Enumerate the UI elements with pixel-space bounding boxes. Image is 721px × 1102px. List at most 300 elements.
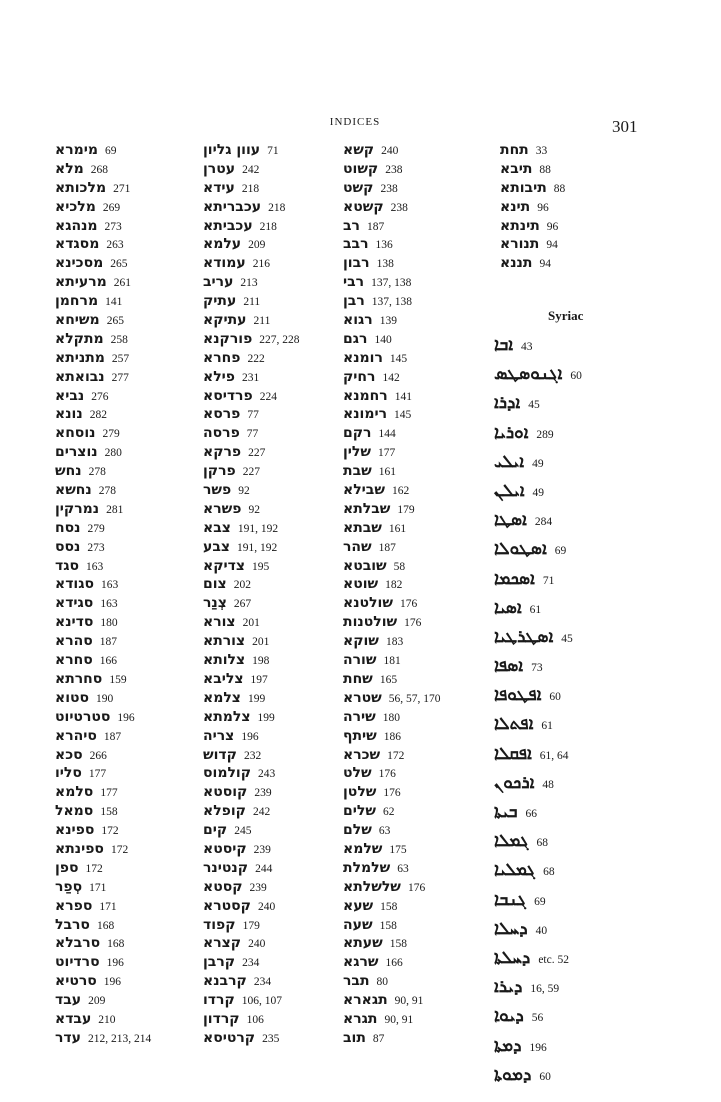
index-term: נבואתא [55,368,105,385]
page-reference: 201 [242,617,260,630]
page-reference: 187 [366,220,385,233]
page-reference: 142 [382,371,400,384]
index-entry [203,518,300,537]
index-term: ܐܓܢܘܣܛܣ [494,364,563,385]
index-term: קנטינר [203,859,249,876]
page-reference: 245 [234,825,252,838]
index-term: שעה [343,916,373,933]
page-reference: 60 [570,370,582,383]
index-entry [203,593,300,612]
index-entry [343,820,441,839]
index-term: מרחמן [55,293,99,310]
index-term: ספינתא [55,840,104,857]
page-reference: 180 [100,617,118,630]
index-term: פרסא [203,406,241,423]
index-term: ܐܣܟܡܐ [494,568,535,589]
page-reference: 196 [529,1041,547,1054]
index-entry [55,329,151,348]
index-entry [203,877,300,896]
index-term: קולמוס [203,765,252,782]
index-term: צורתא [203,633,246,650]
page-reference: 197 [250,673,268,686]
index-entry [494,709,582,738]
index-entry [343,499,441,518]
index-term: נסח [55,519,81,536]
index-entry [203,234,300,253]
index-entry [55,556,151,575]
index-column-2 [203,140,300,1047]
page-reference: 190 [96,692,114,705]
index-term: ܐܝܠܝ [494,451,525,472]
index-term: רגם [343,330,368,347]
index-entry [55,480,151,499]
page-reference: 209 [88,995,106,1008]
index-entry [343,839,441,858]
index-entry [55,216,151,235]
index-term: עכביתא [203,217,253,234]
page-reference: 106, 107 [241,995,283,1008]
index-entry [55,971,151,990]
index-entry [203,612,300,631]
page-reference: etc. 52 [538,953,569,966]
page-reference: 191, 192 [237,541,278,554]
index-entry [343,386,441,405]
page-reference: 163 [100,598,118,611]
page-reference: 137, 138 [371,277,412,290]
index-term: שלטן [343,784,377,801]
page-reference: 90, 91 [384,1013,414,1026]
index-entry [343,234,441,253]
index-term: פרקא [203,444,242,461]
index-entry [203,461,300,480]
page-reference: 179 [242,919,260,932]
index-term: ܓܢܒܐ [494,889,527,910]
index-term: צבע [203,538,231,555]
index-entry [203,310,300,329]
index-entry [343,140,441,159]
index-term: קרדון [203,1010,240,1027]
index-column-1 [55,140,151,1047]
page-reference: 227, 228 [259,333,300,346]
index-entry [55,707,151,726]
index-entry [343,216,441,235]
index-term: סגד [55,557,80,574]
index-term: שוטא [343,576,379,593]
index-term: רקם [343,425,372,442]
index-entry [494,855,582,884]
index-term: רבי [343,274,365,291]
index-entry [203,707,300,726]
page-reference: 140 [374,333,392,346]
page-reference: 88 [539,163,551,176]
index-entry [55,782,151,801]
index-term: שירה [343,708,376,725]
index-entry [494,943,582,972]
page-reference: 176 [399,598,418,611]
index-entry [343,896,441,915]
index-entry [494,564,582,593]
index-entry [494,534,582,563]
page-reference: 45 [528,399,540,412]
index-entry [343,404,441,423]
index-term: פילא [203,368,235,385]
index-entry [343,367,441,386]
page-reference: 257 [111,352,130,365]
page-reference: 60 [549,691,561,704]
index-entry [55,518,151,537]
page-reference: 196 [103,976,122,989]
page-reference: 172 [387,749,405,762]
index-term: רומנא [343,349,383,366]
index-term: שבילא [343,482,385,499]
index-entry [203,669,300,688]
index-entry [55,442,151,461]
index-term: מתניתא [55,349,105,366]
index-entry [203,858,300,877]
index-entry [343,801,441,820]
index-entry [55,537,151,556]
index-term: קסטא [203,878,243,895]
page-reference: 218 [259,220,277,233]
page-reference: 90, 91 [394,995,424,1008]
index-term: צלמא [203,689,241,706]
index-term: ܕܚܠܬܐ [494,947,531,968]
page-header-title: INDICES [329,116,381,128]
page-reference: 243 [258,768,276,781]
index-entry [55,348,151,367]
page-reference: 141 [105,296,123,309]
page-reference: 240 [248,938,266,951]
index-term: תחת [500,142,529,158]
page-reference: 87 [372,1032,385,1045]
page-reference: 166 [385,957,403,970]
index-entry [55,820,151,839]
index-term: צלמתא [203,708,251,725]
page-reference: 261 [113,277,132,290]
index-term: קוסטא [203,784,248,801]
index-term: רב [343,217,360,234]
page-reference: 239 [253,843,271,856]
index-entry [203,574,300,593]
syriac-section-title: Syriac [548,308,584,323]
index-entry [494,330,582,359]
page-reference: 199 [257,711,275,724]
page-reference: 224 [259,390,277,403]
index-term: ܒܝܬܐ [494,802,518,822]
page-reference: 92 [238,485,250,498]
page-reference: 279 [102,428,120,441]
page-reference: 227 [242,466,261,479]
index-term: מרעיתא [55,274,107,291]
page-reference: 69 [534,895,546,908]
page-reference: 159 [109,673,127,686]
index-entry [203,763,300,782]
index-entry [203,537,300,556]
page-reference: 163 [86,560,104,573]
index-entry [343,707,441,726]
index-entry [343,556,441,575]
page-reference: 234 [253,976,272,989]
index-term: ܐܣܛܘܠܐ [494,539,547,560]
index-entry [55,310,151,329]
index-entry [203,253,300,272]
page-reference: 168 [96,919,115,932]
index-entry [55,1009,151,1028]
index-term: צליבא [203,670,244,687]
page-reference: 145 [394,409,412,422]
page-reference: 56, 57, 170 [388,692,441,705]
index-entry [55,461,151,480]
page-reference: 196 [106,957,124,970]
page-reference: 242 [252,806,271,819]
page-reference: 263 [106,239,124,252]
index-term: תבר [343,973,370,990]
index-term: פרקן [203,463,236,480]
page-reference: 61, 64 [539,749,569,762]
index-term: שלמלת [343,859,391,876]
index-term: שולטנא [343,595,393,612]
index-entry [494,914,582,943]
index-entry [500,216,565,235]
index-entry [55,952,151,971]
index-entry [203,801,300,820]
index-entry [203,348,300,367]
index-entry [203,933,300,952]
page-reference: 171 [89,881,107,894]
index-entry [203,782,300,801]
index-term: סהרא [55,633,93,650]
index-term: שלין [343,444,372,461]
index-term: סרבלא [55,935,101,952]
index-entry [343,461,441,480]
index-term: קפוד [203,916,236,933]
index-entry [55,386,151,405]
index-entry [203,367,300,386]
page-reference: 136 [375,239,393,252]
index-term: שבת [343,463,372,480]
index-entry [55,159,151,178]
index-entry [343,631,441,650]
index-entry [343,1009,441,1028]
index-entry [343,329,441,348]
page-reference: 171 [99,900,117,913]
page-reference: 202 [233,579,251,592]
index-entry [494,388,582,417]
page-reference: 242 [242,163,260,176]
page-reference: 266 [89,749,107,762]
index-term: ܓܡܠܝܐ [494,860,536,881]
index-term: תוב [343,1029,366,1046]
page-reference: 68 [536,837,549,850]
page-reference: 191, 192 [237,522,279,535]
index-term: נחשא [55,482,92,499]
index-entry [203,480,300,499]
index-entry [203,423,300,442]
index-entry [343,253,441,272]
page-reference: 176 [383,787,401,800]
page-reference: 69 [105,145,117,157]
index-entry [343,593,441,612]
index-entry [55,990,151,1009]
page-reference: 77 [246,428,259,441]
index-term: קרטיסא [203,1029,256,1046]
index-term: רבון [343,255,370,272]
index-term: עטרן [203,160,236,177]
page-reference: 61 [541,720,553,733]
index-term: ܐܦܬܠܐ [494,714,534,735]
index-term: קצרא [203,935,242,952]
page-reference: 284 [534,516,553,529]
page-reference: 258 [110,333,128,346]
index-term: שבלתא [343,500,391,517]
page-reference: 163 [101,579,119,592]
index-entry [494,826,582,855]
index-term: פשרא [203,500,242,517]
index-entry [494,651,582,680]
index-entry [494,593,582,622]
page-reference: 172 [101,825,119,838]
page-reference: 166 [99,655,118,668]
index-term: עידא [203,179,235,196]
index-term: ܕܡܘܬܐ [494,1064,532,1085]
index-term: תגארא [343,992,388,1009]
index-term: עריב [203,274,234,291]
index-term: עבד [55,992,82,1009]
index-term: סגודא [55,576,94,593]
page-reference: 71 [542,574,555,587]
index-entry [203,216,300,235]
index-entry [494,1001,582,1030]
index-entry [500,159,565,178]
index-term: מסגדא [55,236,100,253]
index-term: שעא [343,897,374,914]
page-reference: 265 [106,315,124,328]
index-entry [203,896,300,915]
index-term: צבא [203,519,231,536]
index-term: שלים [343,803,376,820]
index-term: סרדיוט [55,954,100,971]
syriac-column [494,330,582,1089]
index-term: צְנַר [203,595,227,612]
index-term: נחש [55,463,82,480]
index-term: שורה [343,652,377,669]
page-reference: 212, 213, 214 [87,1032,152,1045]
page-reference: 222 [247,352,265,365]
index-entry [343,159,441,178]
page-reference: 235 [262,1032,280,1045]
index-entry [203,820,300,839]
index-entry [55,234,151,253]
page-reference: 45 [561,632,573,645]
index-term: סכא [55,746,83,763]
page-reference: 161 [388,522,407,535]
page-reference: 139 [379,315,397,328]
page-reference: 145 [389,352,408,365]
index-entry [203,688,300,707]
index-entry [343,1028,441,1047]
index-entry [343,745,441,764]
index-entry [343,763,441,782]
page-reference: 48 [542,778,554,791]
index-entry [494,768,582,797]
index-term: ܕܝܪܐ [494,977,523,998]
page-reference: 271 [113,182,131,195]
page-reference: 216 [252,258,270,271]
index-entry [343,518,441,537]
page-reference: 69 [554,545,567,558]
index-term: צריה [203,727,235,744]
page-reference: 186 [383,730,401,743]
page-reference: 276 [91,390,109,403]
index-term: סְפַר [55,878,83,895]
index-term: מתקלא [55,330,104,347]
index-entry [203,631,300,650]
index-entry [55,745,151,764]
index-term: ܐܦܩܠܐ [494,743,532,764]
index-term: קים [203,822,228,839]
index-entry [343,971,441,990]
index-entry [343,952,441,971]
page-reference: 279 [87,522,105,535]
index-term: מלא [55,160,84,177]
index-term: רגוא [343,312,373,329]
page-reference: 209 [248,239,266,252]
index-entry [55,140,151,159]
index-entry [500,178,565,197]
page-reference: 106 [246,1013,264,1026]
page-reference: 218 [268,201,286,214]
index-term: תגרא [343,1010,378,1027]
index-entry [494,418,582,447]
index-term: סחרא [55,652,93,669]
page-reference: 234 [242,957,260,970]
page-reference: 210 [98,1013,116,1026]
page-reference: 172 [110,843,129,856]
index-entry [494,622,582,651]
page-reference: 63 [378,825,391,838]
page-reference: 240 [257,900,276,913]
index-entry [55,877,151,896]
page-reference: 232 [243,749,262,762]
index-term: שיתף [343,727,377,744]
page-reference: 137, 138 [371,296,413,309]
page-reference: 267 [233,598,252,611]
page-reference: 88 [553,182,566,195]
index-entry [343,990,441,1009]
index-entry [203,499,300,518]
page-reference: 176 [407,881,426,894]
index-entry [494,1060,582,1089]
index-entry [343,688,441,707]
index-term: שעתא [343,935,383,952]
page-reference: 43 [521,341,533,353]
page-reference: 227 [248,447,266,460]
page-reference: 181 [383,655,401,668]
index-term: קיסטא [203,840,247,857]
index-entry [343,726,441,745]
index-entry [500,140,565,159]
index-term: פרדיסא [203,387,253,404]
index-entry [55,915,151,934]
index-term: ספרא [55,897,93,914]
index-term: עבדא [55,1010,92,1027]
page-reference: 68 [543,866,555,879]
index-entry [203,404,300,423]
index-entry [494,885,582,914]
page-reference: 273 [104,220,122,233]
page-reference: 218 [241,182,260,195]
index-term: תינא [500,198,531,215]
